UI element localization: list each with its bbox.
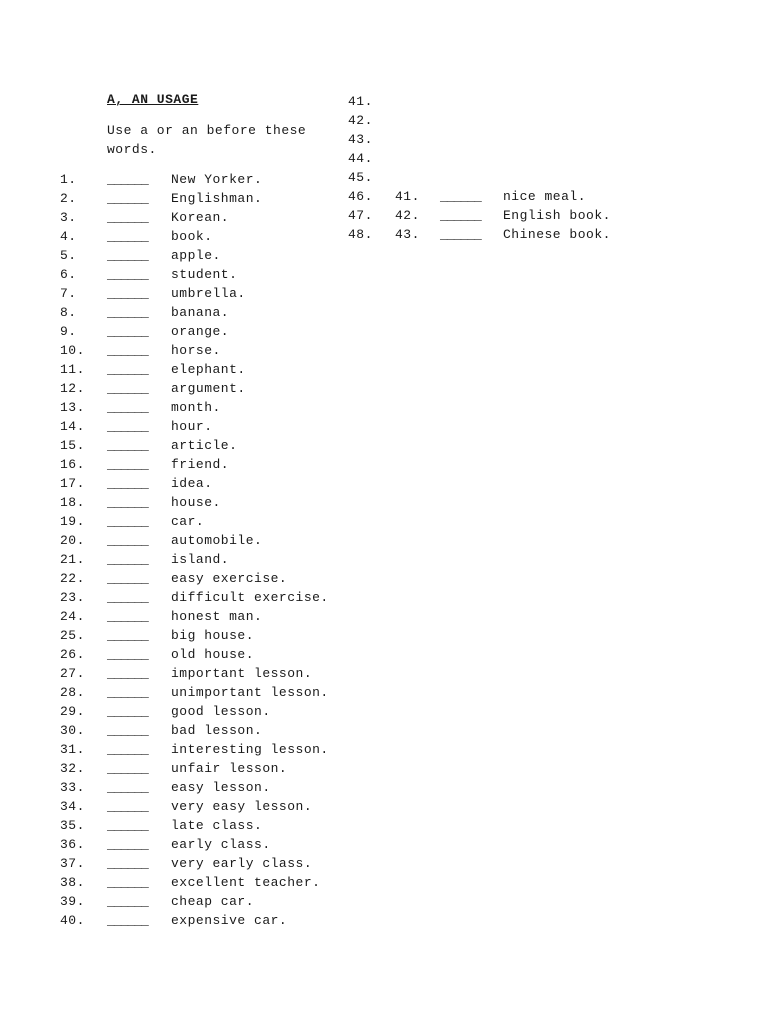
question-word: New Yorker. bbox=[171, 172, 263, 187]
question-word: Chinese book. bbox=[503, 227, 611, 242]
question-number: 20. bbox=[60, 533, 85, 548]
question-number: 16. bbox=[60, 457, 85, 472]
question-word: horse. bbox=[171, 343, 221, 358]
question-word: English book. bbox=[503, 208, 611, 223]
answer-blank: ______ bbox=[107, 913, 148, 928]
answer-blank: ______ bbox=[107, 552, 148, 567]
answer-blank: ______ bbox=[107, 818, 148, 833]
question-word: student. bbox=[171, 267, 238, 282]
question-number: 18. bbox=[60, 495, 85, 510]
answer-blank: ______ bbox=[107, 894, 148, 909]
question-word: difficult exercise. bbox=[171, 590, 329, 605]
answer-blank: ______ bbox=[107, 362, 148, 377]
question-number: 4. bbox=[60, 229, 77, 244]
question-number: 15. bbox=[60, 438, 85, 453]
question-word: apple. bbox=[171, 248, 221, 263]
question-word: hour. bbox=[171, 419, 213, 434]
answer-blank: ______ bbox=[107, 742, 148, 757]
answer-blank: ______ bbox=[440, 189, 481, 204]
question-number: 30. bbox=[60, 723, 85, 738]
question-word: bad lesson. bbox=[171, 723, 263, 738]
answer-blank: ______ bbox=[440, 227, 481, 242]
worksheet-instructions: Use a or an before these words. bbox=[107, 123, 307, 157]
question-word: cheap car. bbox=[171, 894, 255, 909]
answer-blank: ______ bbox=[107, 324, 148, 339]
question-number: 14. bbox=[60, 419, 85, 434]
question-number: 11. bbox=[60, 362, 85, 377]
question-number: 3. bbox=[60, 210, 77, 225]
question-word: good lesson. bbox=[171, 704, 271, 719]
question-word: nice meal. bbox=[503, 189, 587, 204]
answer-blank: ______ bbox=[107, 856, 148, 871]
question-number: 36. bbox=[60, 837, 85, 852]
question-number: 32. bbox=[60, 761, 85, 776]
answer-blank: ______ bbox=[107, 723, 148, 738]
answer-blank: ______ bbox=[107, 647, 148, 662]
question-word: important lesson. bbox=[171, 666, 313, 681]
question-word: elephant. bbox=[171, 362, 246, 377]
question-word: interesting lesson. bbox=[171, 742, 329, 757]
question-number: 12. bbox=[60, 381, 85, 396]
answer-blank: ______ bbox=[107, 685, 148, 700]
question-word: automobile. bbox=[171, 533, 263, 548]
question-word: honest man. bbox=[171, 609, 263, 624]
question-word: car. bbox=[171, 514, 205, 529]
question-number: 29. bbox=[60, 704, 85, 719]
answer-blank: ______ bbox=[107, 229, 148, 244]
question-number: 22. bbox=[60, 571, 85, 586]
question-word: late class. bbox=[171, 818, 263, 833]
question-number: 38. bbox=[60, 875, 85, 890]
question-number: 39. bbox=[60, 894, 85, 909]
question-number: 42. bbox=[348, 113, 373, 128]
question-word: idea. bbox=[171, 476, 213, 491]
question-number: 44. bbox=[348, 151, 373, 166]
question-number: 21. bbox=[60, 552, 85, 567]
question-word: Englishman. bbox=[171, 191, 263, 206]
question-number: 19. bbox=[60, 514, 85, 529]
question-number: 13. bbox=[60, 400, 85, 415]
question-word: expensive car. bbox=[171, 913, 288, 928]
question-number: 25. bbox=[60, 628, 85, 643]
answer-blank: ______ bbox=[107, 495, 148, 510]
question-word: book. bbox=[171, 229, 213, 244]
answer-blank: ______ bbox=[107, 476, 148, 491]
duplicate-question-number: 42. bbox=[395, 208, 420, 223]
question-number: 26. bbox=[60, 647, 85, 662]
answer-blank: ______ bbox=[107, 381, 148, 396]
question-word: Korean. bbox=[171, 210, 230, 225]
question-number: 27. bbox=[60, 666, 85, 681]
question-word: orange. bbox=[171, 324, 230, 339]
question-word: easy exercise. bbox=[171, 571, 288, 586]
question-number: 37. bbox=[60, 856, 85, 871]
question-number: 31. bbox=[60, 742, 85, 757]
worksheet-title: A, AN USAGE bbox=[107, 92, 199, 107]
answer-blank: ______ bbox=[107, 514, 148, 529]
answer-blank: ______ bbox=[107, 438, 148, 453]
question-word: very early class. bbox=[171, 856, 313, 871]
question-word: friend. bbox=[171, 457, 230, 472]
question-number: 2. bbox=[60, 191, 77, 206]
answer-blank: ______ bbox=[107, 609, 148, 624]
duplicate-question-number: 43. bbox=[395, 227, 420, 242]
answer-blank: ______ bbox=[107, 837, 148, 852]
question-number: 23. bbox=[60, 590, 85, 605]
question-number: 28. bbox=[60, 685, 85, 700]
question-word: umbrella. bbox=[171, 286, 246, 301]
answer-blank: ______ bbox=[107, 875, 148, 890]
question-word: old house. bbox=[171, 647, 255, 662]
answer-blank: ______ bbox=[107, 799, 148, 814]
answer-blank: ______ bbox=[107, 666, 148, 681]
answer-blank: ______ bbox=[107, 343, 148, 358]
question-number: 5. bbox=[60, 248, 77, 263]
answer-blank: ______ bbox=[107, 571, 148, 586]
answer-blank: ______ bbox=[107, 419, 148, 434]
answer-blank: ______ bbox=[107, 761, 148, 776]
question-word: house. bbox=[171, 495, 221, 510]
question-word: banana. bbox=[171, 305, 230, 320]
question-word: easy lesson. bbox=[171, 780, 271, 795]
answer-blank: ______ bbox=[107, 267, 148, 282]
question-number: 17. bbox=[60, 476, 85, 491]
question-word: month. bbox=[171, 400, 221, 415]
question-number: 9. bbox=[60, 324, 77, 339]
question-word: article. bbox=[171, 438, 238, 453]
answer-blank: ______ bbox=[107, 248, 148, 263]
question-number: 10. bbox=[60, 343, 85, 358]
question-word: early class. bbox=[171, 837, 271, 852]
answer-blank: ______ bbox=[107, 305, 148, 320]
duplicate-question-number: 41. bbox=[395, 189, 420, 204]
question-number: 7. bbox=[60, 286, 77, 301]
question-number: 33. bbox=[60, 780, 85, 795]
answer-blank: ______ bbox=[107, 286, 148, 301]
question-word: argument. bbox=[171, 381, 246, 396]
question-word: excellent teacher. bbox=[171, 875, 321, 890]
answer-blank: ______ bbox=[107, 628, 148, 643]
answer-blank: ______ bbox=[107, 704, 148, 719]
question-word: unfair lesson. bbox=[171, 761, 288, 776]
question-number: 45. bbox=[348, 170, 373, 185]
question-number: 47. bbox=[348, 208, 373, 223]
question-word: island. bbox=[171, 552, 230, 567]
answer-blank: ______ bbox=[107, 780, 148, 795]
answer-blank: ______ bbox=[107, 191, 148, 206]
question-number: 6. bbox=[60, 267, 77, 282]
question-number: 48. bbox=[348, 227, 373, 242]
answer-blank: ______ bbox=[107, 210, 148, 225]
question-number: 46. bbox=[348, 189, 373, 204]
question-number: 1. bbox=[60, 172, 77, 187]
question-number: 34. bbox=[60, 799, 85, 814]
question-number: 43. bbox=[348, 132, 373, 147]
question-number: 8. bbox=[60, 305, 77, 320]
answer-blank: ______ bbox=[440, 208, 481, 223]
question-number: 40. bbox=[60, 913, 85, 928]
answer-blank: ______ bbox=[107, 533, 148, 548]
question-word: big house. bbox=[171, 628, 255, 643]
answer-blank: ______ bbox=[107, 590, 148, 605]
answer-blank: ______ bbox=[107, 400, 148, 415]
question-word: very easy lesson. bbox=[171, 799, 313, 814]
question-number: 35. bbox=[60, 818, 85, 833]
question-word: unimportant lesson. bbox=[171, 685, 329, 700]
question-number: 41. bbox=[348, 94, 373, 109]
answer-blank: ______ bbox=[107, 172, 148, 187]
question-number: 24. bbox=[60, 609, 85, 624]
answer-blank: ______ bbox=[107, 457, 148, 472]
